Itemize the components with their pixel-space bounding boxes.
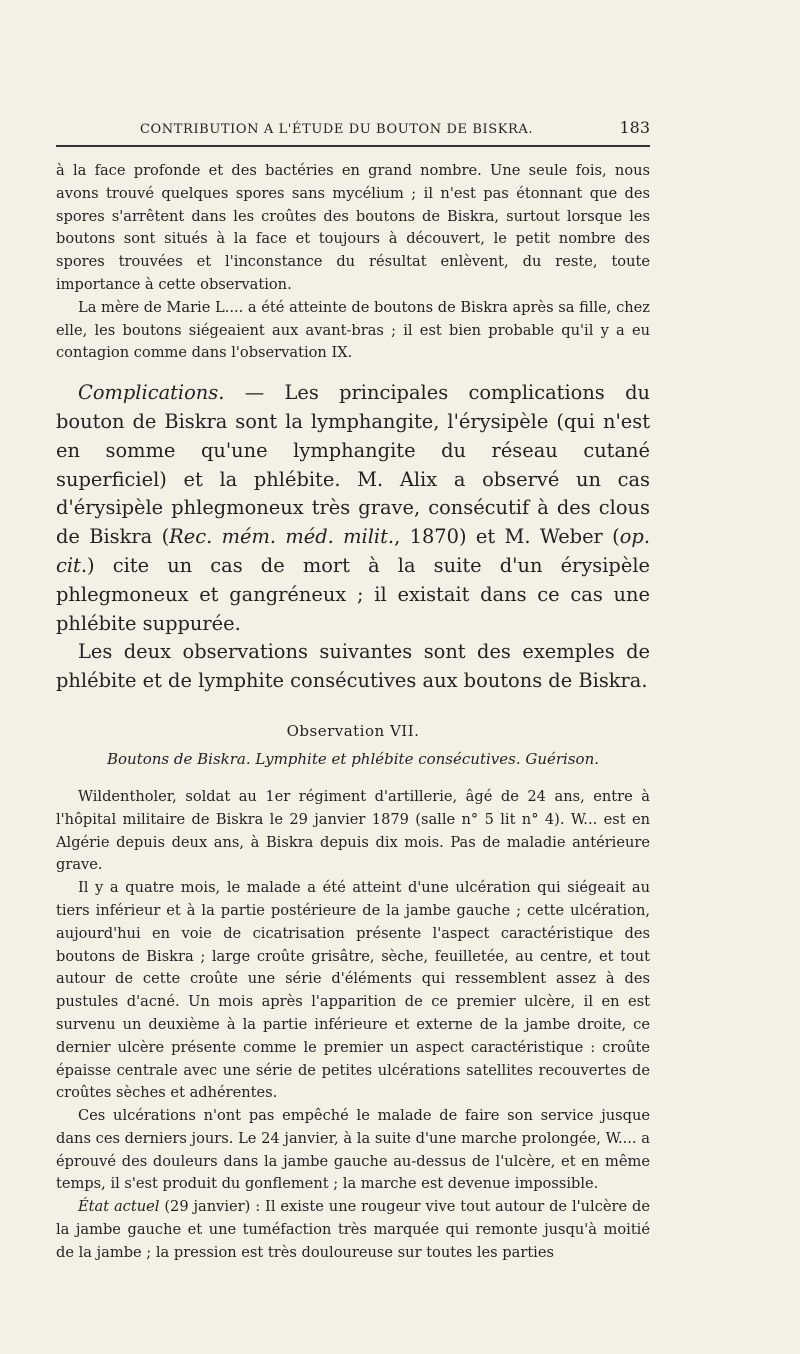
observation-title: Observation VII. bbox=[286, 721, 420, 740]
paragraph-complications bbox=[56, 379, 650, 638]
reference-rec-mem: Rec. mém. méd. milit. bbox=[169, 525, 395, 549]
etat-actuel-text: (29 janvier) : Il existe une rougeur vive tout autour de l'ulcère de la jambe gauche et une tuméfaction très marquée qui remonte jusqu'à moitié de la jambe ; la pression est très douloureuse sur toutes les parties bbox=[56, 1198, 650, 1261]
complications-text-a: — Les principales complications du bouton de Biskra sont la lymphangite, l'érysipèle (qui n'est en somme qu'une lymphangite du réseau cutané superficiel) et la phlébite. M. Alix a observé un cas d'érysipèle phlegmoneux très grave, consécutif à des clous de Biskra ( bbox=[56, 381, 650, 549]
complications-text-b: , 1870) et M. Weber ( bbox=[394, 525, 620, 549]
paragraph-spores: à la face profonde et des bactéries en grand nombre. Une seule fois, nous avons trouvé quelques spores sans mycélium ; il n'est pas étonnant que des spores s'arrêtent dans les croûtes des boutons de Biskra, surtout lorsque les boutons sont situés à la face et toujours à découvert, le petit nombre des spores trouvées et l'inconstance du résultat enlèvent, du reste, toute importance à cette observation. bbox=[56, 162, 650, 293]
paragraph-contagion: La mère de Marie L.... a été atteinte de boutons de Biskra après sa fille, chez elle, les boutons siégeaient aux avant-bras ; il est bien probable qu'il y a eu contagion comme dans l'observation IX. bbox=[56, 298, 650, 362]
etat-actuel-heading: État actuel bbox=[78, 1198, 160, 1216]
page-number: 183 bbox=[619, 118, 650, 137]
observation-subtitle: Boutons de Biskra. Lymphite et phlébite consécutives. Guérison. bbox=[107, 749, 599, 768]
paragraph-patient: Wildentholer, soldat au 1er régiment d'artillerie, âgé de 24 ans, entre à l'hôpital militaire de Biskra le 29 janvier 1879 (salle n° 5 lit n° 4). W... est en Algérie depuis deux ans, à Biskra depuis dix mois. Pas de maladie antérieure grave. bbox=[56, 787, 650, 874]
reference-op-cit: op. cit. bbox=[56, 525, 651, 577]
running-header bbox=[140, 118, 650, 137]
paragraph-service: Ces ulcérations n'ont pas empêché le malade de faire son service jusque dans ces derniers jours. Le 24 janvier, à la suite d'une marche prolongée, W.... a éprouvé des douleurs dans la jambe gauche au-dessus de l'ulcère, et en même temps, il s'est produit du gonflement ; la marche est devenue impossible. bbox=[56, 1107, 650, 1193]
paragraph-etat-actuel bbox=[56, 1196, 650, 1264]
complications-text-c: ) cite un cas de mort à la suite d'un érysipèle phlegmoneux et gangréneux ; il existait dans ce cas une phlébite suppurée. bbox=[56, 553, 650, 635]
paragraph-ulceration: Il y a quatre mois, le malade a été atteint d'une ulcération qui siégeait au tiers inférieur et à la partie postérieure de la jambe gauche ; cette ulcération, aujourd'hui en voie de cicatrisation présente l'aspect caractéristique des boutons de Biskra ; large croûte grisâtre, sèche, feuilletée, au centre, et tout autour de cette croûte une série d'éléments qui ressemblent assez à des pustules d'acné. Un mois après l'apparition de ce premier ulcère, il en est survenu un deuxième à la partie inférieure et externe de la jambe droite, ce dernier ulcère présente comme le premier un aspect caractéristique : croûte épaisse centrale avec une série de petites ulcérations satellites recouvertes de croûtes sèches et adhérentes. bbox=[56, 879, 650, 1102]
complications-heading: Complications. bbox=[78, 381, 225, 405]
page-body bbox=[56, 160, 650, 1265]
paragraph-examples: Les deux observations suivantes sont des exemples de phlébite et de lymphite consécutives aux boutons de Biskra. bbox=[56, 640, 650, 693]
running-title: CONTRIBUTION A L'ÉTUDE DU BOUTON DE BISKRA. bbox=[140, 122, 534, 137]
header-rule bbox=[56, 145, 650, 147]
